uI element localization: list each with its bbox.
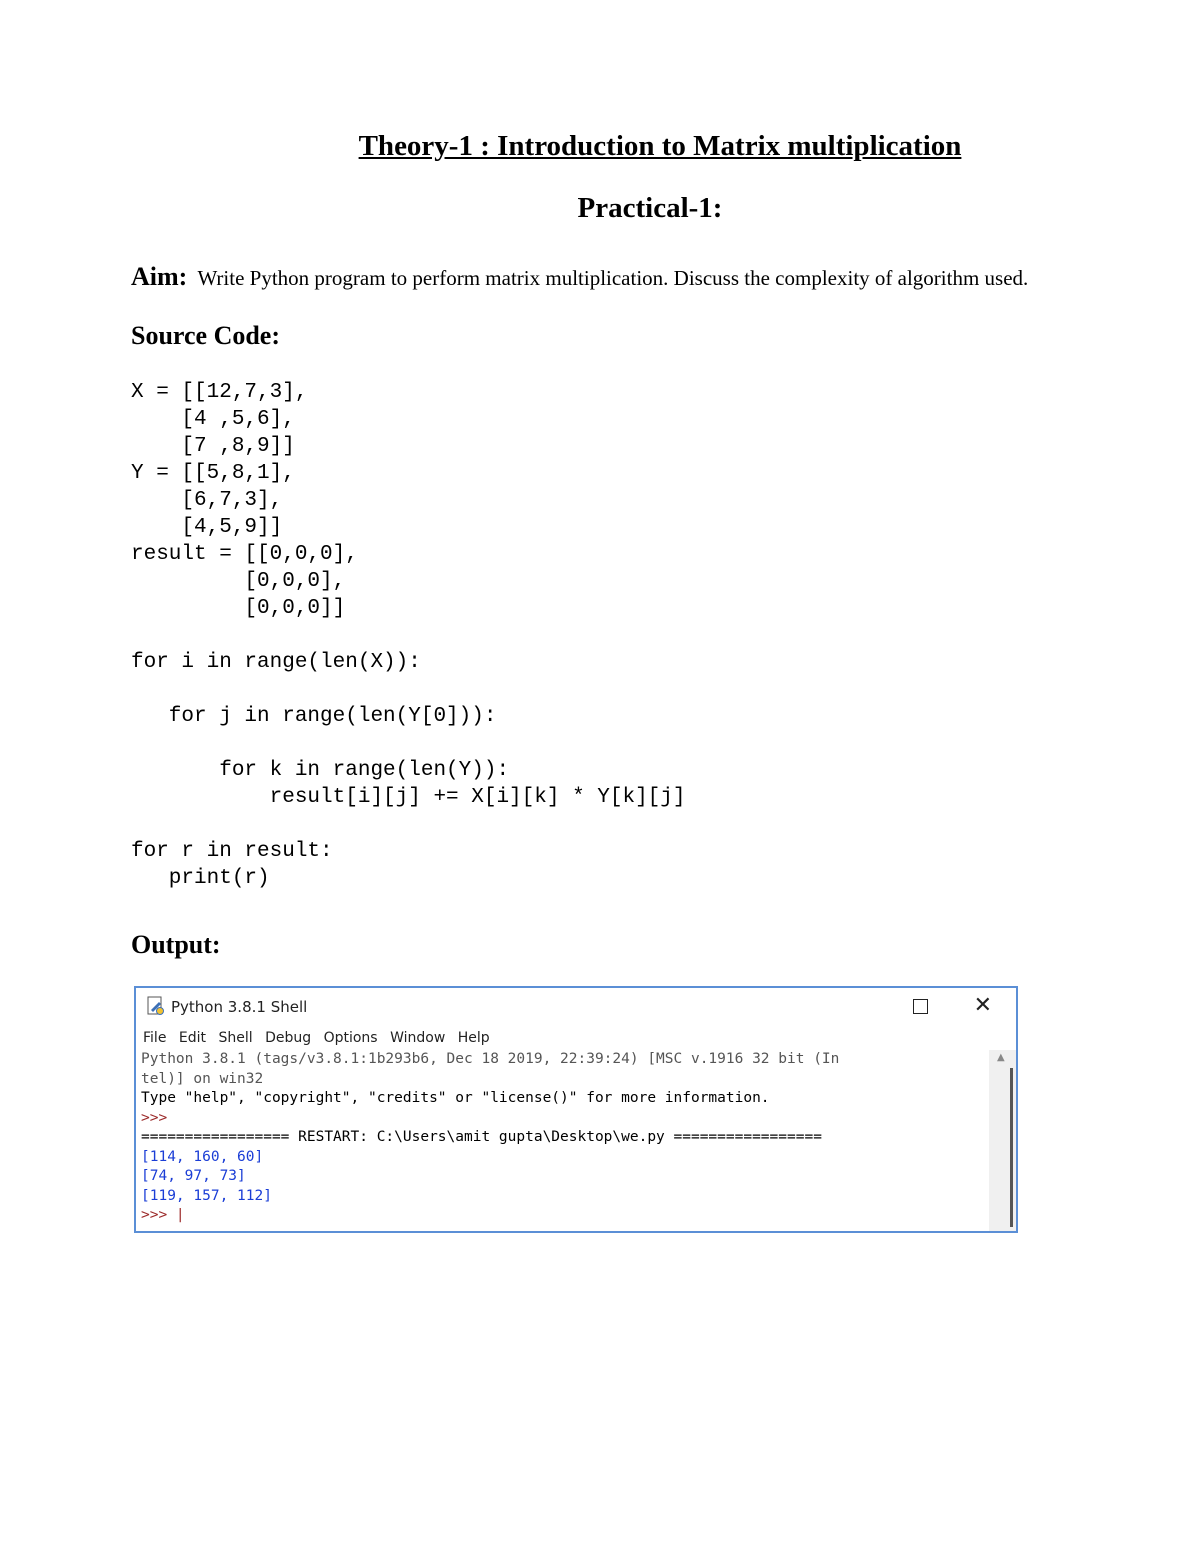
menu-debug[interactable]: Debug bbox=[265, 1030, 312, 1046]
shell-console[interactable] bbox=[136, 1050, 989, 1231]
python-file-icon bbox=[147, 996, 165, 1016]
vertical-scrollbar[interactable] bbox=[989, 1050, 1016, 1231]
code-line: Y = [[5,8,1], bbox=[131, 462, 295, 485]
code-line: for i in range(len(X)): bbox=[131, 651, 421, 674]
python-shell-window bbox=[134, 986, 1018, 1233]
aim-text: Write Python program to perform matrix multiplication. Discuss the complexity of algorithm used. bbox=[197, 266, 1029, 290]
code-line bbox=[131, 811, 686, 838]
code-line bbox=[131, 730, 686, 757]
code-line: for j in range(len(Y[0])): bbox=[131, 705, 497, 728]
output-row: [74, 97, 73] bbox=[141, 1168, 246, 1184]
code-line: [6,7,3], bbox=[131, 489, 283, 512]
code-line: [0,0,0], bbox=[131, 570, 346, 593]
code-line: X = [[12,7,3], bbox=[131, 381, 308, 404]
shell-titlebar bbox=[136, 988, 1016, 1028]
code-line bbox=[131, 622, 686, 649]
menu-help[interactable]: Help bbox=[457, 1030, 490, 1046]
menu-shell[interactable]: Shell bbox=[218, 1030, 253, 1046]
shell-menubar bbox=[143, 1030, 498, 1046]
source-code-block bbox=[131, 379, 686, 892]
code-line: for r in result: bbox=[131, 840, 333, 863]
close-icon[interactable]: ✕ bbox=[973, 993, 992, 1018]
window-title: Python 3.8.1 Shell bbox=[171, 998, 308, 1016]
code-line: print(r) bbox=[131, 867, 270, 890]
menu-window[interactable]: Window bbox=[390, 1030, 446, 1046]
output-row: [119, 157, 112] bbox=[141, 1187, 272, 1204]
aim-label: Aim: bbox=[131, 262, 188, 291]
page-title: Theory-1 : Introduction to Matrix multiplication bbox=[358, 130, 962, 162]
output-row: [114, 160, 60] bbox=[141, 1148, 264, 1165]
menu-edit[interactable]: Edit bbox=[178, 1030, 207, 1046]
scroll-up-icon[interactable]: ▲ bbox=[997, 1052, 1005, 1063]
code-line: result[i][j] += X[i][k] * Y[k][j] bbox=[131, 786, 686, 809]
practical-heading: Practical-1: bbox=[577, 192, 723, 224]
output-heading: Output: bbox=[131, 930, 221, 959]
code-line: [4,5,9]] bbox=[131, 516, 283, 539]
banner-line: Type "help", "copyright", "credits" or "license()" for more information. bbox=[141, 1090, 770, 1106]
restart-line: ================= RESTART: C:\Users\amit gupta\Desktop\we.py ================= bbox=[141, 1129, 822, 1145]
banner-line: Python 3.8.1 (tags/v3.8.1:1b293b6, Dec 18 2019, 22:39:24) [MSC v.1916 32 bit (In bbox=[141, 1051, 840, 1067]
banner-line: tel)] on win32 bbox=[141, 1070, 264, 1087]
menu-file[interactable]: File bbox=[143, 1030, 167, 1046]
code-line: [4 ,5,6], bbox=[131, 408, 295, 431]
code-line: [0,0,0]] bbox=[131, 597, 346, 620]
code-line bbox=[131, 676, 686, 703]
code-line: [7 ,8,9]] bbox=[131, 435, 295, 458]
code-line: for k in range(len(Y)): bbox=[131, 759, 510, 782]
menu-options[interactable]: Options bbox=[323, 1030, 378, 1046]
aim-paragraph bbox=[131, 262, 1028, 292]
code-line: result = [[0,0,0], bbox=[131, 543, 358, 566]
scrollbar-thumb[interactable] bbox=[1010, 1068, 1013, 1227]
maximize-icon[interactable] bbox=[913, 999, 928, 1014]
input-prompt[interactable]: >>> | bbox=[141, 1207, 185, 1223]
shell-prompt: >>> bbox=[141, 1109, 168, 1126]
source-code-heading: Source Code: bbox=[131, 321, 281, 350]
